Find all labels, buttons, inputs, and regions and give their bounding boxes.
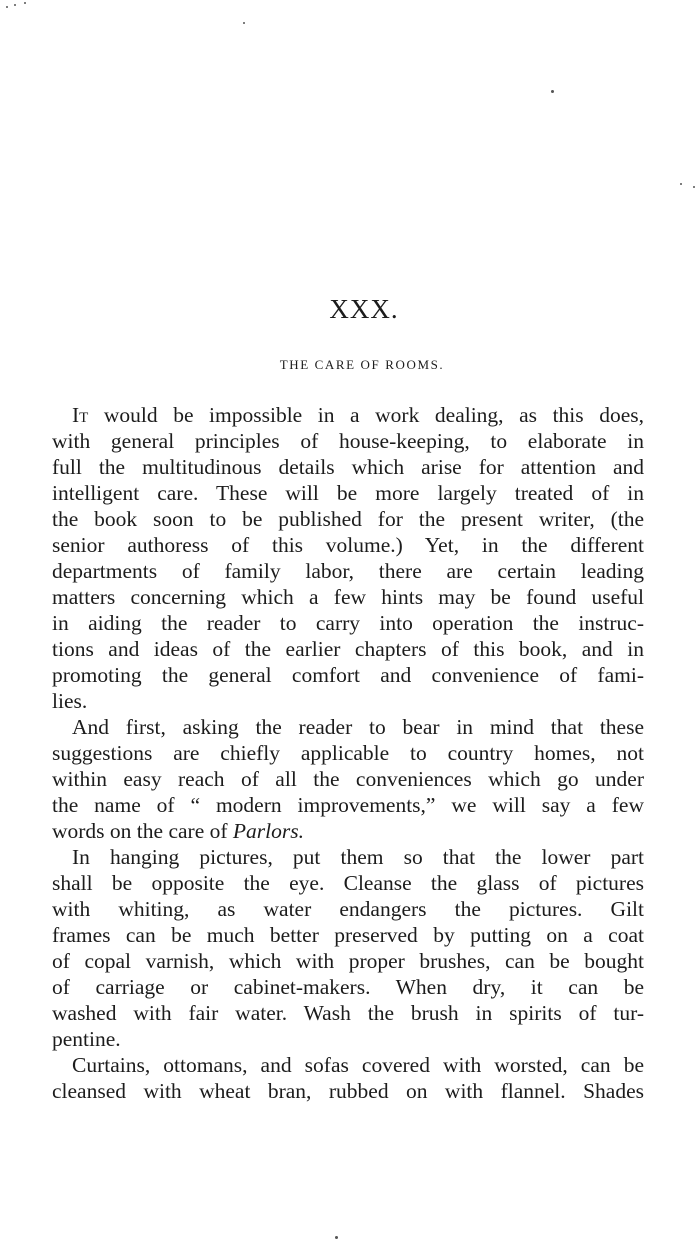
text-run: with general principles of house-keeping, to elaborate in: [52, 429, 644, 453]
text-line: [52, 636, 644, 662]
print-speck: [6, 6, 8, 8]
text-run: of copal varnish, which with proper brushes, can be bought: [52, 949, 644, 973]
text-run: the book soon to be published for the present writer, (the: [52, 507, 644, 531]
text-line: [52, 844, 644, 870]
text-run: within easy reach of all the conveniences which go under: [52, 767, 644, 791]
print-speck: [680, 183, 682, 185]
text-line: [52, 454, 644, 480]
text-line: [52, 922, 644, 948]
text-line: [52, 428, 644, 454]
text-line: [52, 610, 644, 636]
text-run: would be impossible in a work dealing, as this does,: [88, 403, 644, 427]
text-line: [52, 1078, 644, 1104]
text-line: [52, 402, 644, 428]
text-run: matters concerning which a few hints may be found useful: [52, 585, 644, 609]
text-run: pentine.: [52, 1027, 121, 1051]
text-line: [52, 688, 644, 714]
text-line: [52, 558, 644, 584]
small-caps-text: It: [72, 403, 89, 427]
print-speck: [24, 2, 26, 4]
text-line: [52, 714, 644, 740]
text-line: [52, 584, 644, 610]
text-run: promoting the general comfort and convenience of fami-: [52, 663, 644, 687]
text-line: [52, 662, 644, 688]
text-run: cleansed with wheat bran, rubbed on with flannel. Shades: [52, 1079, 644, 1103]
text-run: of carriage or cabinet-makers. When dry, it can be: [52, 975, 644, 999]
text-line: [52, 1000, 644, 1026]
print-speck: [551, 90, 554, 93]
text-run: frames can be much better preserved by putting on a coat: [52, 923, 644, 947]
text-run: intelligent care. These will be more largely treated of in: [52, 481, 644, 505]
chapter-body: [52, 402, 644, 1104]
text-line: [52, 1052, 644, 1078]
chapter-title: THE CARE OF ROOMS.: [279, 357, 445, 372]
chapter-number: XXX.: [329, 294, 399, 324]
text-run: full the multitudinous details which arise for attention and: [52, 455, 644, 479]
text-run: suggestions are chiefly applicable to country homes, not: [52, 741, 644, 765]
text-run: washed with fair water. Wash the brush in spirits of tur-: [52, 1001, 644, 1025]
text-run: In hanging pictures, put them so that the lower part: [72, 845, 644, 869]
text-run: tions and ideas of the earlier chapters of this book, and in: [52, 637, 644, 661]
text-line: [52, 974, 644, 1000]
text-line: [52, 480, 644, 506]
text-run: words on the care of: [52, 819, 233, 843]
text-run: in aiding the reader to carry into operation the instruc-: [52, 611, 644, 635]
text-line: [52, 532, 644, 558]
text-line: [52, 896, 644, 922]
text-line: [52, 792, 644, 818]
text-run: Curtains, ottomans, and sofas covered with worsted, can be: [72, 1053, 644, 1077]
print-speck: [335, 1236, 338, 1239]
text-run: shall be opposite the eye. Cleanse the glass of pictures: [52, 871, 644, 895]
text-line: [52, 870, 644, 896]
text-line: [52, 948, 644, 974]
text-run: And first, asking the reader to bear in mind that these: [72, 715, 644, 739]
text-run: the name of “ modern improvements,” we will say a few: [52, 793, 644, 817]
text-run: senior authoress of this volume.) Yet, in the different: [52, 533, 644, 557]
text-line: [52, 818, 644, 844]
text-run: departments of family labor, there are certain leading: [52, 559, 644, 583]
print-speck: [693, 186, 695, 188]
text-run: with whiting, as water endangers the pictures. Gilt: [52, 897, 644, 921]
print-speck: [243, 22, 245, 24]
text-line: [52, 506, 644, 532]
print-speck: [14, 4, 16, 6]
text-line: [52, 740, 644, 766]
italic-text: Parlors.: [232, 819, 304, 843]
text-run: lies.: [52, 689, 88, 713]
text-line: [52, 1026, 644, 1052]
text-line: [52, 766, 644, 792]
